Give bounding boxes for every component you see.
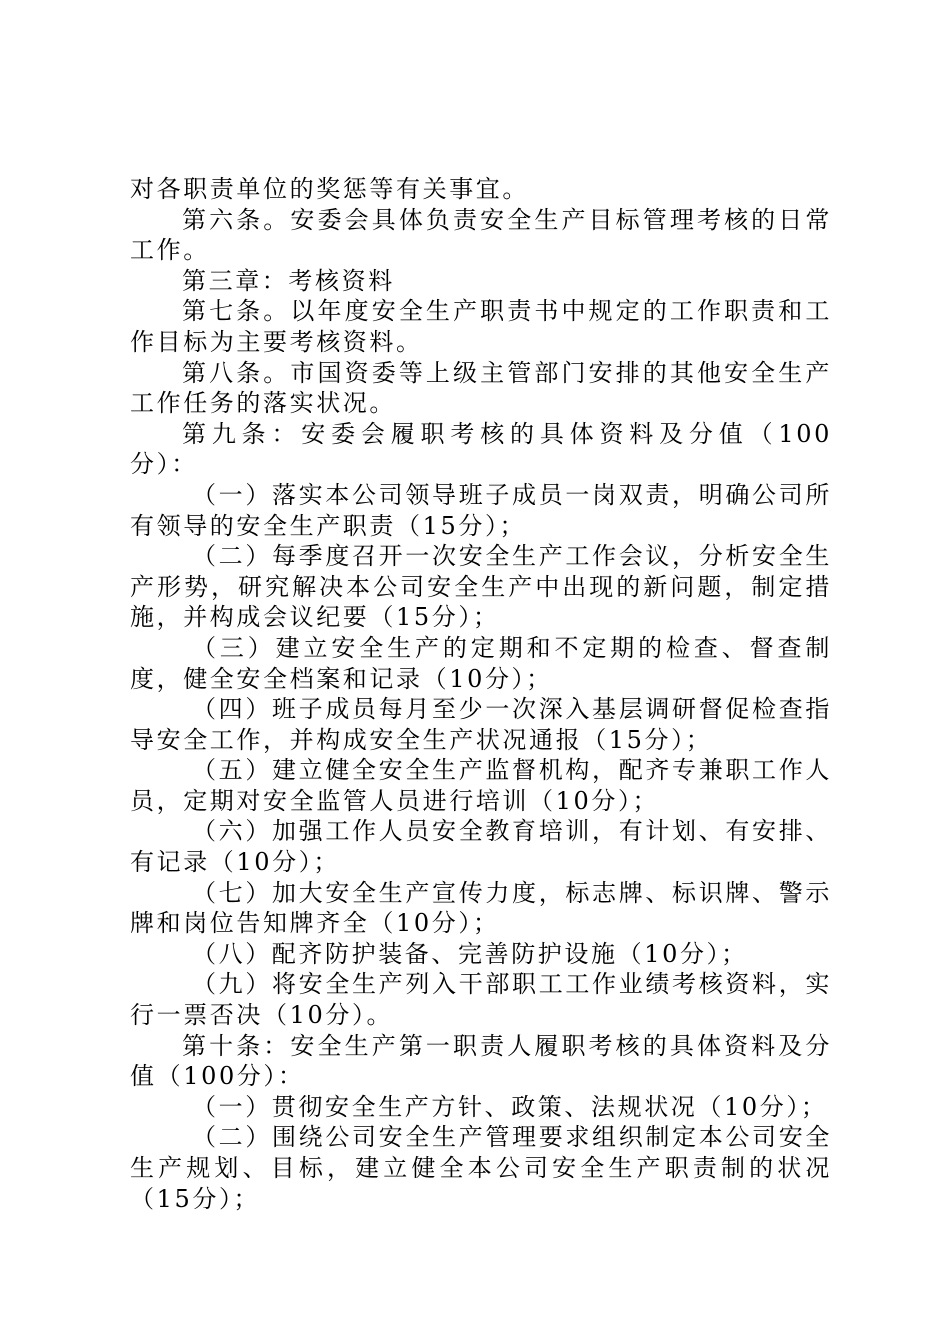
paragraph: 第九条：安委会履职考核的具体资料及分值（100分）： (130, 419, 832, 479)
paragraph: 第十条：安全生产第一职责人履职考核的具体资料及分值（100分）： (130, 1031, 832, 1091)
list-item: （五）建立健全安全生产监督机构，配齐专兼职工作人员，定期对安全监管人员进行培训（10分）； (130, 756, 832, 815)
list-item: （七）加大安全生产宣传力度，标志牌、标识牌、警示牌和岗位告知牌齐全（10分）； (130, 878, 832, 938)
list-item: （二）每季度召开一次安全生产工作会议，分析安全生产形势，研究解决本公司安全生产中出现的新问题，制定措施，并构成会议纪要（15分）； (130, 542, 832, 632)
list-item: （九）将安全生产列入干部职工工作业绩考核资料，实行一票否决（10分）。 (130, 970, 832, 1030)
chapter-heading: 第三章：考核资料 (182, 266, 395, 295)
paragraph: 第六条。安委会具体负责安全生产目标管理考核的日常工作。 (130, 205, 832, 265)
list-item: （一）贯彻安全生产方针、政策、法规状况（10分）； (192, 1092, 828, 1121)
list-item: （六）加强工作人员安全教育培训，有计划、有安排、有记录（10分）； (130, 817, 832, 877)
document-page (130, 174, 832, 1214)
list-item: （二）围绕公司安全生产管理要求组织制定本公司安全生产规划、目标，建立健全本公司安全生产职责制的状况（15分）； (130, 1123, 832, 1213)
list-item: （四）班子成员每月至少一次深入基层调研督促检查指导安全工作，并构成安全生产状况通报（15分）； (130, 695, 832, 754)
paragraph: 第八条。市国资委等上级主管部门安排的其他安全生产工作任务的落实状况。 (130, 358, 832, 418)
paragraph: 第七条。以年度安全生产职责书中规定的工作职责和工作目标为主要考核资料。 (130, 297, 832, 356)
list-item: （三）建立安全生产的定期和不定期的检查、督查制度，健全安全档案和记录（10分）； (130, 633, 832, 693)
list-item: （八）配齐防护装备、完善防护设施（10分）； (192, 939, 748, 968)
list-item: （一）落实本公司领导班子成员一岗双责，明确公司所有领导的安全生产职责（15分）； (130, 480, 832, 540)
paragraph: 对各职责单位的奖惩等有关事宜。 (130, 175, 529, 203)
